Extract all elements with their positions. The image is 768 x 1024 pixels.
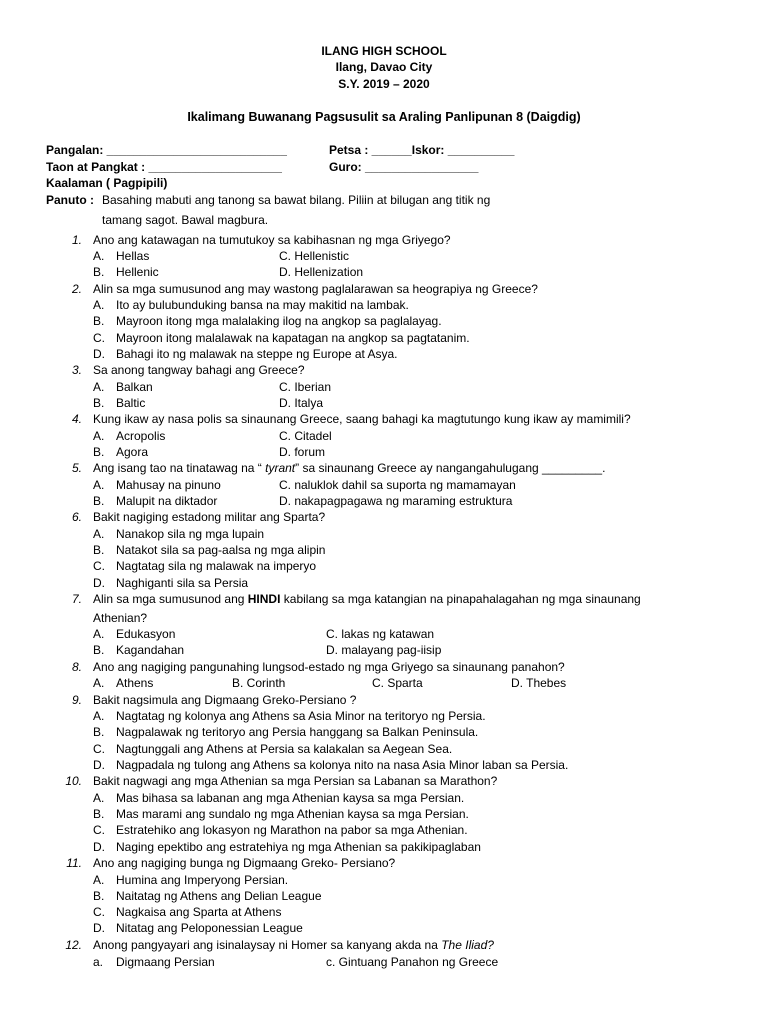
option-letter: B. xyxy=(93,543,105,557)
option-letter: D. xyxy=(93,576,105,590)
question-text xyxy=(93,461,605,476)
option-text: Malupit na diktador xyxy=(116,494,218,508)
option-letter: A. xyxy=(93,249,105,263)
option-text: Mahusay na pinuno xyxy=(116,478,221,492)
option-text: Edukasyon xyxy=(116,627,176,641)
option-text: Athens xyxy=(116,676,154,690)
question-text: Kung ikaw ay nasa polis sa sinaunang Greece, saang bahagi ka magtutungo kung ikaw ay mamimili? xyxy=(93,412,631,426)
school-address: Ilang, Davao City xyxy=(335,60,433,74)
directions-line-1: Basahing mabuti ang tanong sa bawat bilang. Piliin at bilugan ang titik ng xyxy=(102,193,491,207)
option-text: Hellenic xyxy=(116,265,159,279)
option-text: Nagkaisa ang Sparta at Athens xyxy=(116,905,282,919)
option-text: Mas marami ang sundalo ng mga Athenian kaysa sa mga Persian. xyxy=(116,807,469,821)
question-text: Ano ang nagiging pangunahing lungsod-estado ng mga Griyego sa sinaunang panahon? xyxy=(93,660,565,674)
option-letter: D. xyxy=(93,921,105,935)
option-text: Naging epektibo ang estratehiya ng mga Athenian sa pakikipaglaban xyxy=(116,840,481,854)
option-letter: C. xyxy=(93,331,105,345)
option-text: Natakot sila sa pag-aalsa ng mga alipin xyxy=(116,543,326,557)
question-text-line-2: Athenian? xyxy=(93,611,148,625)
option-text: B. Corinth xyxy=(232,676,286,690)
option-text: C. lakas ng katawan xyxy=(326,627,435,641)
question-number: 7. xyxy=(71,592,82,606)
option-letter: B. xyxy=(93,314,105,328)
date-score-field: Petsa : ______Iskor: __________ xyxy=(329,143,515,157)
option-letter: C. xyxy=(93,742,105,756)
question-text: Sa anong tangway bahagi ang Greece? xyxy=(93,363,305,377)
option-text: Humina ang Imperyong Persian. xyxy=(116,873,289,887)
question-text-italic: tyrant xyxy=(261,461,296,475)
option-text: Balkan xyxy=(116,380,153,394)
option-text: Agora xyxy=(116,445,149,459)
option-text: Baltic xyxy=(116,396,146,410)
option-letter: B. xyxy=(93,396,105,410)
question-text xyxy=(93,938,494,953)
question-number: 11. xyxy=(66,856,82,870)
option-letter: A. xyxy=(93,873,105,887)
option-text: C. Hellenistic xyxy=(279,249,350,263)
option-letter: D. xyxy=(93,347,105,361)
option-text: D. Hellenization xyxy=(279,265,364,279)
option-text: Nagpalawak ng teritoryo ang Persia hanggang sa Balkan Peninsula. xyxy=(116,725,479,739)
exam-title: Ikalimang Buwanang Pagsusulit sa Araling Panlipunan 8 (Daigdig) xyxy=(187,110,581,124)
option-text: Nanakop sila ng mga lupain xyxy=(116,527,265,541)
option-letter: A. xyxy=(93,676,105,690)
option-letter: B. xyxy=(93,494,105,508)
option-letter: C. xyxy=(93,559,105,573)
option-text: D. Thebes xyxy=(511,676,567,690)
directions-line-2: tamang sagot. Bawal magbura. xyxy=(102,213,269,227)
option-text: C. Sparta xyxy=(372,676,423,690)
option-text: C. Iberian xyxy=(279,380,332,394)
question-number: 1. xyxy=(71,233,82,247)
question-text: Bakit nagsimula ang Digmaang Greko-Persiano ? xyxy=(93,693,357,707)
option-letter: a. xyxy=(93,955,104,969)
question-text-part: Ang isang tao na tinatawag na “ xyxy=(93,461,262,475)
question-number: 2. xyxy=(71,282,82,296)
question-text-part: Anong pangyayari ang isinalaysay ni Homer sa kanyang akda na xyxy=(93,938,442,952)
option-letter: A. xyxy=(93,478,105,492)
option-text: c. Gintuang Panahon ng Greece xyxy=(326,955,499,969)
option-letter: A. xyxy=(93,527,105,541)
option-letter: B. xyxy=(93,643,105,657)
option-letter: A. xyxy=(93,709,105,723)
option-text: Mas bihasa sa labanan ang mga Athenian kaysa sa mga Persian. xyxy=(116,791,465,805)
question-number: 6. xyxy=(71,510,82,524)
option-text: Mayroon itong mga malalaking ilog na angkop sa paglalayag. xyxy=(116,314,442,328)
question-text-part: kabilang sa mga katangian na pinapahalagahan ng mga sinaunang xyxy=(280,592,641,606)
option-letter: D. xyxy=(93,840,105,854)
option-text: Bahagi ito ng malawak na steppe ng Europe at Asya. xyxy=(116,347,398,361)
option-text: Nagpadala ng tulong ang Athens sa kolonya nito na nasa Asia Minor laban sa Persia. xyxy=(116,758,569,772)
option-letter: B. xyxy=(93,445,105,459)
option-text: C. naluklok dahil sa suporta ng mamamayan xyxy=(279,478,516,492)
question-text-italic: The Iliad? xyxy=(441,938,494,952)
year-section-field: Taon at Pangkat : ____________________ xyxy=(46,160,282,174)
option-letter: A. xyxy=(93,791,105,805)
question-text xyxy=(93,592,641,607)
question-number: 5. xyxy=(71,461,82,475)
question-text-bold: HINDI xyxy=(247,592,281,606)
option-text: Mayroon itong malalawak na kapatagan na angkop sa pagtatanim. xyxy=(116,331,470,345)
option-text: Estratehiko ang lokasyon ng Marathon na pabor sa mga Athenian. xyxy=(116,823,468,837)
option-text: Hellas xyxy=(116,249,150,263)
section-title: Kaalaman ( Pagpipili) xyxy=(46,176,168,190)
question-text: Alin sa mga sumusunod ang may wastong paglalarawan sa heograpiya ng Greece? xyxy=(93,282,538,296)
question-text: Ano ang nagiging bunga ng Digmaang Greko- Persiano? xyxy=(93,856,396,870)
option-letter: C. xyxy=(93,905,105,919)
option-text: D. forum xyxy=(279,445,326,459)
question-number: 3. xyxy=(71,363,82,377)
option-letter: A. xyxy=(93,298,105,312)
option-letter: B. xyxy=(93,725,105,739)
option-text: Nagtatag ng kolonya ang Athens sa Asia Minor na teritoryo ng Persia. xyxy=(116,709,486,723)
school-name: ILANG HIGH SCHOOL xyxy=(321,44,447,58)
option-text: Ito ay bulubunduking bansa na may makitid na lambak. xyxy=(116,298,409,312)
option-letter: A. xyxy=(93,429,105,443)
option-letter: C. xyxy=(93,823,105,837)
option-text: Digmaang Persian xyxy=(116,955,215,969)
option-letter: D. xyxy=(93,758,105,772)
option-text: Nagtatag sila ng malawak na imperyo xyxy=(116,559,317,573)
question-number: 9. xyxy=(71,693,82,707)
question-text-part: Alin sa mga sumusunod ang xyxy=(93,592,248,606)
option-text: C. Citadel xyxy=(279,429,332,443)
question-number: 10. xyxy=(65,774,82,788)
option-text: Nagtunggali ang Athens at Persia sa kalakalan sa Aegean Sea. xyxy=(116,742,453,756)
option-letter: A. xyxy=(93,627,105,641)
option-text: Acropolis xyxy=(116,429,166,443)
question-text: Bakit nagwagi ang mga Athenian sa mga Persian sa Labanan sa Marathon? xyxy=(93,774,498,788)
option-letter: B. xyxy=(93,889,105,903)
name-field: Pangalan: ___________________________ xyxy=(46,143,287,157)
directions-label: Panuto : xyxy=(46,193,94,207)
question-text-part: ” sa sinaunang Greece ay nangangahulugang _________. xyxy=(295,461,606,475)
teacher-field: Guro: _________________ xyxy=(329,160,479,174)
question-text: Ano ang katawagan na tumutukoy sa kabihasnan ng mga Griyego? xyxy=(93,233,451,247)
option-text: D. Italya xyxy=(279,396,324,410)
option-letter: B. xyxy=(93,265,105,279)
option-text: D. nakapagpagawa ng maraming estruktura xyxy=(279,494,513,508)
option-text: Naghiganti sila sa Persia xyxy=(116,576,249,590)
school-year: S.Y. 2019 – 2020 xyxy=(338,77,430,91)
option-text: Kagandahan xyxy=(116,643,185,657)
question-text: Bakit nagiging estadong militar ang Sparta? xyxy=(93,510,326,524)
option-text: Naitatag ng Athens ang Delian League xyxy=(116,889,322,903)
question-number: 4. xyxy=(71,412,82,426)
option-text: Nitatag ang Peloponessian League xyxy=(116,921,303,935)
option-letter: A. xyxy=(93,380,105,394)
option-text: D. malayang pag-iisip xyxy=(326,643,442,657)
option-letter: B. xyxy=(93,807,105,821)
question-number: 12. xyxy=(65,938,82,952)
question-number: 8. xyxy=(71,660,82,674)
